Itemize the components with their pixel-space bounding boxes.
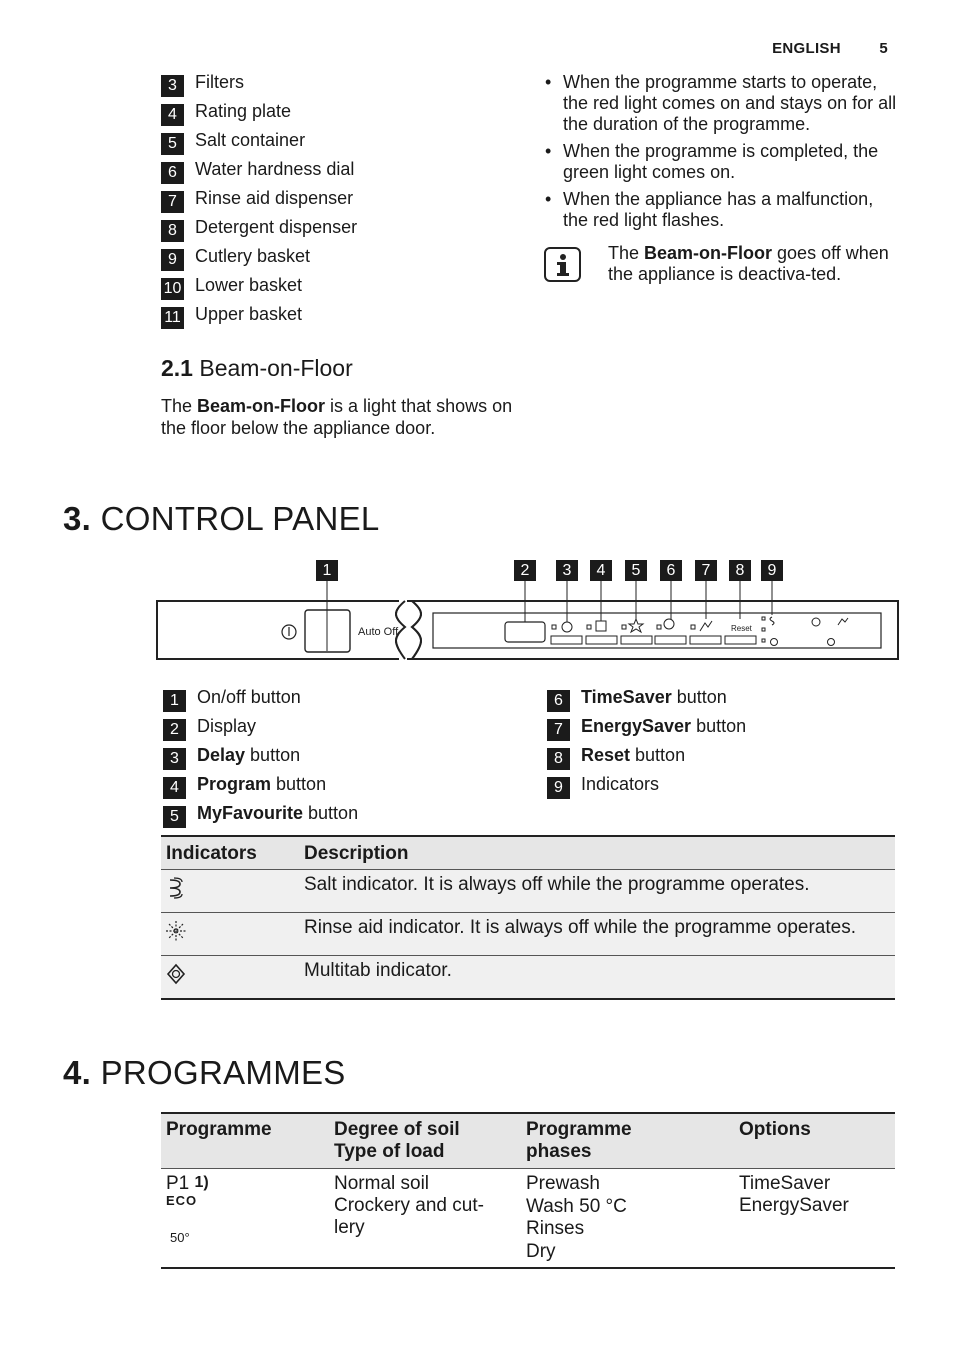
number-badge: 8 <box>547 748 570 770</box>
number-badge: 7 <box>161 191 184 213</box>
beam-bullet: • When the programme is completed, the green light comes on. <box>543 141 901 183</box>
info-note <box>543 243 903 285</box>
info-icon <box>543 246 583 286</box>
callout-badge: 3 <box>556 560 578 581</box>
phases-cell: Prewash Wash 50 °C Rinses Dry <box>521 1169 734 1269</box>
list-item <box>547 716 746 745</box>
list-item <box>163 774 358 803</box>
legend-bold: TimeSaver <box>581 687 672 707</box>
list-item <box>161 217 357 246</box>
number-badge: 3 <box>161 75 184 97</box>
indicator-icon-cell <box>161 913 299 956</box>
beam-desc-bold: Beam-on-Floor <box>197 396 326 416</box>
legend-bold: Program <box>197 774 272 794</box>
note-bold: Beam-on-Floor <box>644 243 773 263</box>
programmes-table <box>161 1112 895 1269</box>
part-label: Upper basket <box>195 304 303 324</box>
number-badge: 8 <box>161 220 184 242</box>
legend-text: button <box>630 745 686 765</box>
beam-bullet-list <box>543 72 901 237</box>
list-item <box>163 803 358 832</box>
list-item <box>161 188 357 217</box>
indicators-header: Indicators <box>161 836 299 870</box>
list-item <box>161 72 357 101</box>
list-item <box>547 687 746 716</box>
list-item <box>163 687 358 716</box>
legend-text: Indicators <box>581 774 660 794</box>
programme-name: P1 <box>166 1173 190 1194</box>
temperature-label: 50° <box>170 1230 190 1245</box>
list-item <box>161 101 357 130</box>
programme-row <box>161 1169 895 1269</box>
part-label: Water hardness dial <box>195 159 355 179</box>
control-panel-diagram <box>150 555 905 670</box>
part-label: Rinse aid dispenser <box>195 188 354 208</box>
beam-desc-pre: The <box>161 396 198 416</box>
callout-badge: 2 <box>514 560 536 581</box>
callout-badge: 6 <box>660 560 682 581</box>
number-badge: 4 <box>161 104 184 126</box>
number-badge: 6 <box>547 690 570 712</box>
beam-desc-post: is a light that shows on the floor below the appliance door. <box>161 396 513 438</box>
language-label: ENGLISH <box>772 40 841 57</box>
number-badge: 6 <box>161 162 184 184</box>
number-badge: 9 <box>547 777 570 799</box>
salt-indicator-icon <box>164 884 188 905</box>
indicator-icon-cell <box>161 956 299 1000</box>
programmes-num: 4. <box>63 1054 92 1091</box>
reset-label: Reset <box>731 624 752 633</box>
indicator-row <box>161 870 895 913</box>
list-item <box>161 304 357 333</box>
legend-bold: Reset <box>581 745 631 765</box>
page-number: 5 <box>879 40 888 57</box>
number-badge: 7 <box>547 719 570 741</box>
indicator-description: Rinse aid indicator. It is always off while the programme operates. <box>299 913 895 956</box>
soil-header: Degree of soil Type of load <box>329 1113 521 1169</box>
list-item <box>547 774 746 803</box>
callout-badge: 9 <box>761 560 783 581</box>
beam-bullet: • When the appliance has a malfunction, the red light flashes. <box>543 189 901 231</box>
list-item <box>163 745 358 774</box>
soil-cell: Normal soil Crockery and cut- lery <box>329 1169 521 1269</box>
beam-description <box>161 395 521 439</box>
legend-bold: MyFavourite <box>197 803 304 823</box>
options-header: Options <box>734 1113 895 1169</box>
options-cell: TimeSaver EnergySaver <box>734 1169 895 1269</box>
indicators-table <box>161 835 895 1000</box>
number-badge: 4 <box>163 777 186 799</box>
legend-text: On/off button <box>197 687 301 707</box>
legend-bold: Delay <box>197 745 246 765</box>
panel-legend-right <box>547 687 746 803</box>
part-label: Lower basket <box>195 275 303 295</box>
list-item <box>161 246 357 275</box>
legend-bold: EnergySaver <box>581 716 692 736</box>
note-pre: The <box>608 243 645 263</box>
programme-cell <box>161 1169 329 1269</box>
eco-label: ECO <box>166 1193 198 1208</box>
rinse-aid-indicator-icon <box>164 927 188 948</box>
programme-header: Programme <box>161 1113 329 1169</box>
number-badge: 10 <box>161 278 184 300</box>
part-label: Detergent dispenser <box>195 217 358 237</box>
note-post: goes off when the appliance is deactiva-ted. <box>608 243 889 284</box>
number-badge: 3 <box>163 748 186 770</box>
part-label: Cutlery basket <box>195 246 311 266</box>
parts-list <box>161 72 357 333</box>
programmes-text: PROGRAMMES <box>100 1054 346 1091</box>
beam-heading-text: Beam-on-Floor <box>199 355 353 381</box>
control-panel-title <box>63 500 380 538</box>
part-label: Rating plate <box>195 101 292 121</box>
panel-legend-left <box>163 687 358 832</box>
callout-badge: 1 <box>316 560 338 581</box>
number-badge: 9 <box>161 249 184 271</box>
multitab-indicator-icon <box>164 970 188 991</box>
number-badge: 11 <box>161 307 184 329</box>
legend-text: Display <box>197 716 257 736</box>
indicator-row <box>161 956 895 1000</box>
legend-text: button <box>691 716 747 736</box>
beam-heading <box>161 355 353 382</box>
info-note-text <box>608 243 903 285</box>
control-panel-text: CONTROL PANEL <box>100 500 380 537</box>
control-panel-num: 3. <box>63 500 92 537</box>
list-item <box>163 716 358 745</box>
list-item <box>161 275 357 304</box>
auto-off-label: Auto Off <box>358 626 399 638</box>
panel-drawing <box>150 555 905 670</box>
callout-badge: 7 <box>695 560 717 581</box>
legend-text: button <box>245 745 301 765</box>
phases-header: Programme phases <box>521 1113 734 1169</box>
callout-badge: 5 <box>625 560 647 581</box>
programmes-title <box>63 1054 346 1092</box>
number-badge: 5 <box>163 806 186 828</box>
indicator-icon-cell <box>161 870 299 913</box>
page-header <box>772 40 888 57</box>
callout-badge: 4 <box>590 560 612 581</box>
legend-text: button <box>671 687 727 707</box>
legend-text: button <box>303 803 359 823</box>
programme-footnote: 1) <box>194 1174 209 1191</box>
list-item <box>161 130 357 159</box>
indicator-description: Salt indicator. It is always off while the programme operates. <box>299 870 895 913</box>
list-item <box>161 159 357 188</box>
callout-badge: 8 <box>729 560 751 581</box>
number-badge: 2 <box>163 719 186 741</box>
legend-text: button <box>271 774 327 794</box>
beam-bullet: • When the programme starts to operate, the red light comes on and stays on for all the duration of the programme. <box>543 72 901 135</box>
description-header: Description <box>299 836 895 870</box>
beam-heading-num: 2.1 <box>161 355 193 381</box>
part-label: Salt container <box>195 130 306 150</box>
number-badge: 5 <box>161 133 184 155</box>
number-badge: 1 <box>163 690 186 712</box>
indicator-row <box>161 913 895 956</box>
indicator-description: Multitab indicator. <box>299 956 895 1000</box>
list-item <box>547 745 746 774</box>
part-label: Filters <box>195 72 244 92</box>
